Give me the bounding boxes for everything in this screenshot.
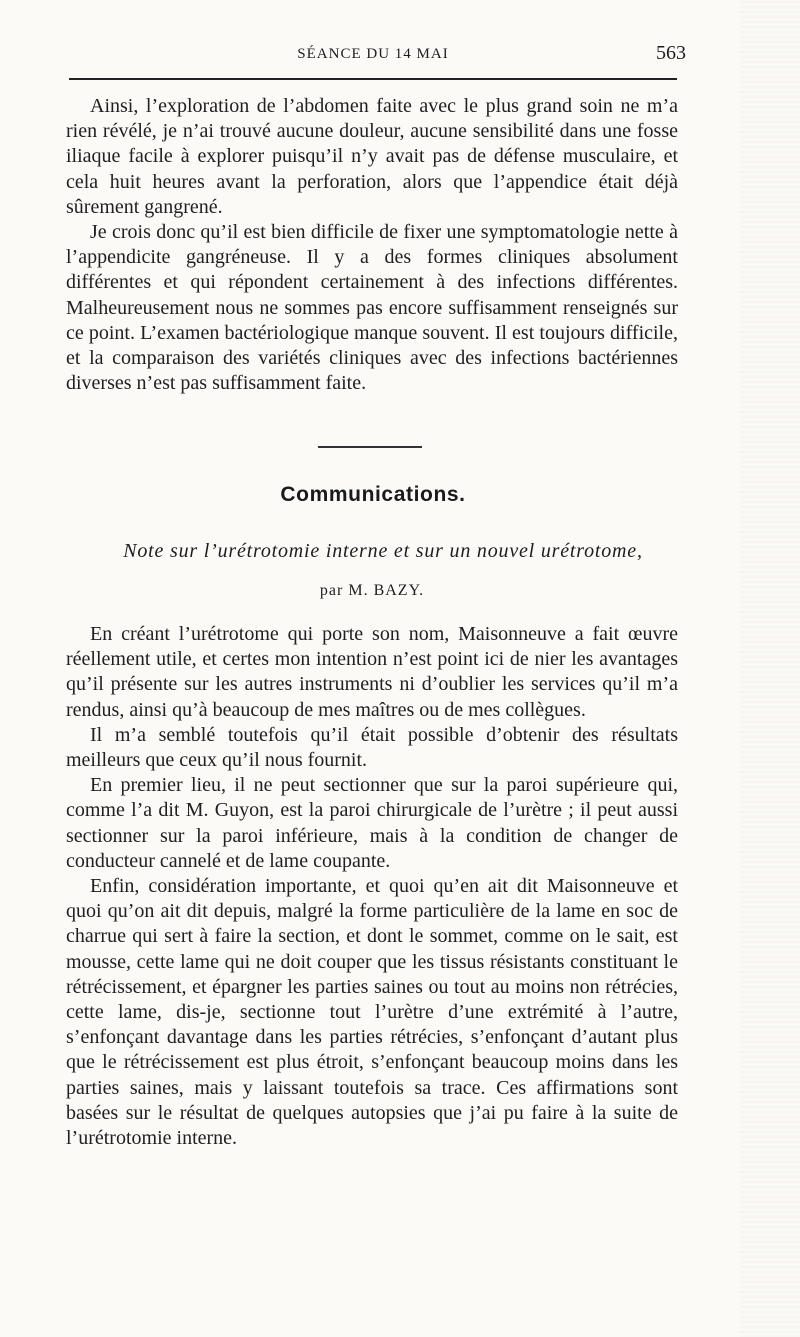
paragraph: Je crois donc qu’il est bien difficile de fixer une symptomatologie nette à l’appendicite gangréneuse. Il y a des formes cliniques absolument différentes et qui répondent certainement à des infections différentes. Malheureusement nous ne sommes pas encore suffisamment renseignés sur ce point. L’examen bactériologique manque souvent. Il est toujours difficile, et la comparaison des variétés cliniques avec des infections bactériennes diverses n’est pas suffisamment faite. bbox=[66, 221, 678, 395]
paragraph: Enfin, considération importante, et quoi qu’en ait dit Maisonneuve et quoi qu’on ait dit depuis, malgré la forme particulière de la lame en soc de charrue qui sert à faire la section, et dont le sommet, comme on le sait, est mousse, cette lame qui ne doit couper que les tissus résistants constituant le rétrécissement, et épargner les parties saines ou tout au moins non rétrécies, cette lame, dis-je, sectionne tout l’urètre d’une extrémité à l’autre, s’enfonçant davantage dans les parties rétrécies, s’enfonçant d’autant plus que le rétrécissement est plus étroit, s’enfonçant beaucoup moins dans les parties saines, mais y laissant toutefois sa trace. Ces affirmations sont basées sur le résultat de quelques autopsies que j’ai pu faire à la suite de l’urétrotomie interne. bbox=[66, 875, 678, 1150]
running-title: SÉANCE DU 14 MAI bbox=[297, 46, 449, 62]
header-rule bbox=[69, 78, 677, 80]
page-number: 563 bbox=[656, 42, 686, 64]
author-byline: par M. BAZY. bbox=[319, 582, 425, 599]
section-title: Communications. bbox=[280, 483, 466, 506]
text-block-urethrotomy bbox=[66, 622, 678, 1151]
running-header bbox=[68, 42, 686, 72]
text-block-appendicitis bbox=[66, 94, 678, 396]
paragraph: En premier lieu, il ne peut sectionner que sur la paroi supérieure qui, comme l’a dit M. Guyon, est la paroi chirurgicale de l’urètre ; il peut aussi sectionner sur la paroi inférieure, mais à la condition de changer de conducteur cannelé et de lame coupante. bbox=[66, 774, 678, 872]
note-title: Note sur l’urétrotomie interne et sur un nouvel urétrotome, bbox=[123, 540, 643, 562]
paragraph: En créant l’urétrotome qui porte son nom, Maisonneuve a fait œuvre réellement utile, et certes mon intention n’est point ici de nier les avantages qu’il présente sur les autres instruments ni d’oublier les services qu’il m’a rendus, ainsi qu’à beaucoup de mes maîtres ou de mes collègues. bbox=[66, 623, 678, 721]
paragraph: Ainsi, l’exploration de l’abdomen faite avec le plus grand soin ne m’a rien révélé, je n’ai trouvé aucune douleur, aucune sensibilité dans une fosse iliaque facile à explorer puisqu’il n’y avait pas de défense musculaire, et cela huit heures avant la perforation, alors que l’appendice était déjà sûrement gangrené. bbox=[66, 95, 678, 218]
section-separator-rule bbox=[318, 446, 422, 448]
scan-edge-shading bbox=[740, 0, 800, 1337]
paragraph: Il m’a semblé toutefois qu’il était possible d’obtenir des résultats meilleurs que ceux qu’il nous fournit. bbox=[66, 723, 678, 772]
